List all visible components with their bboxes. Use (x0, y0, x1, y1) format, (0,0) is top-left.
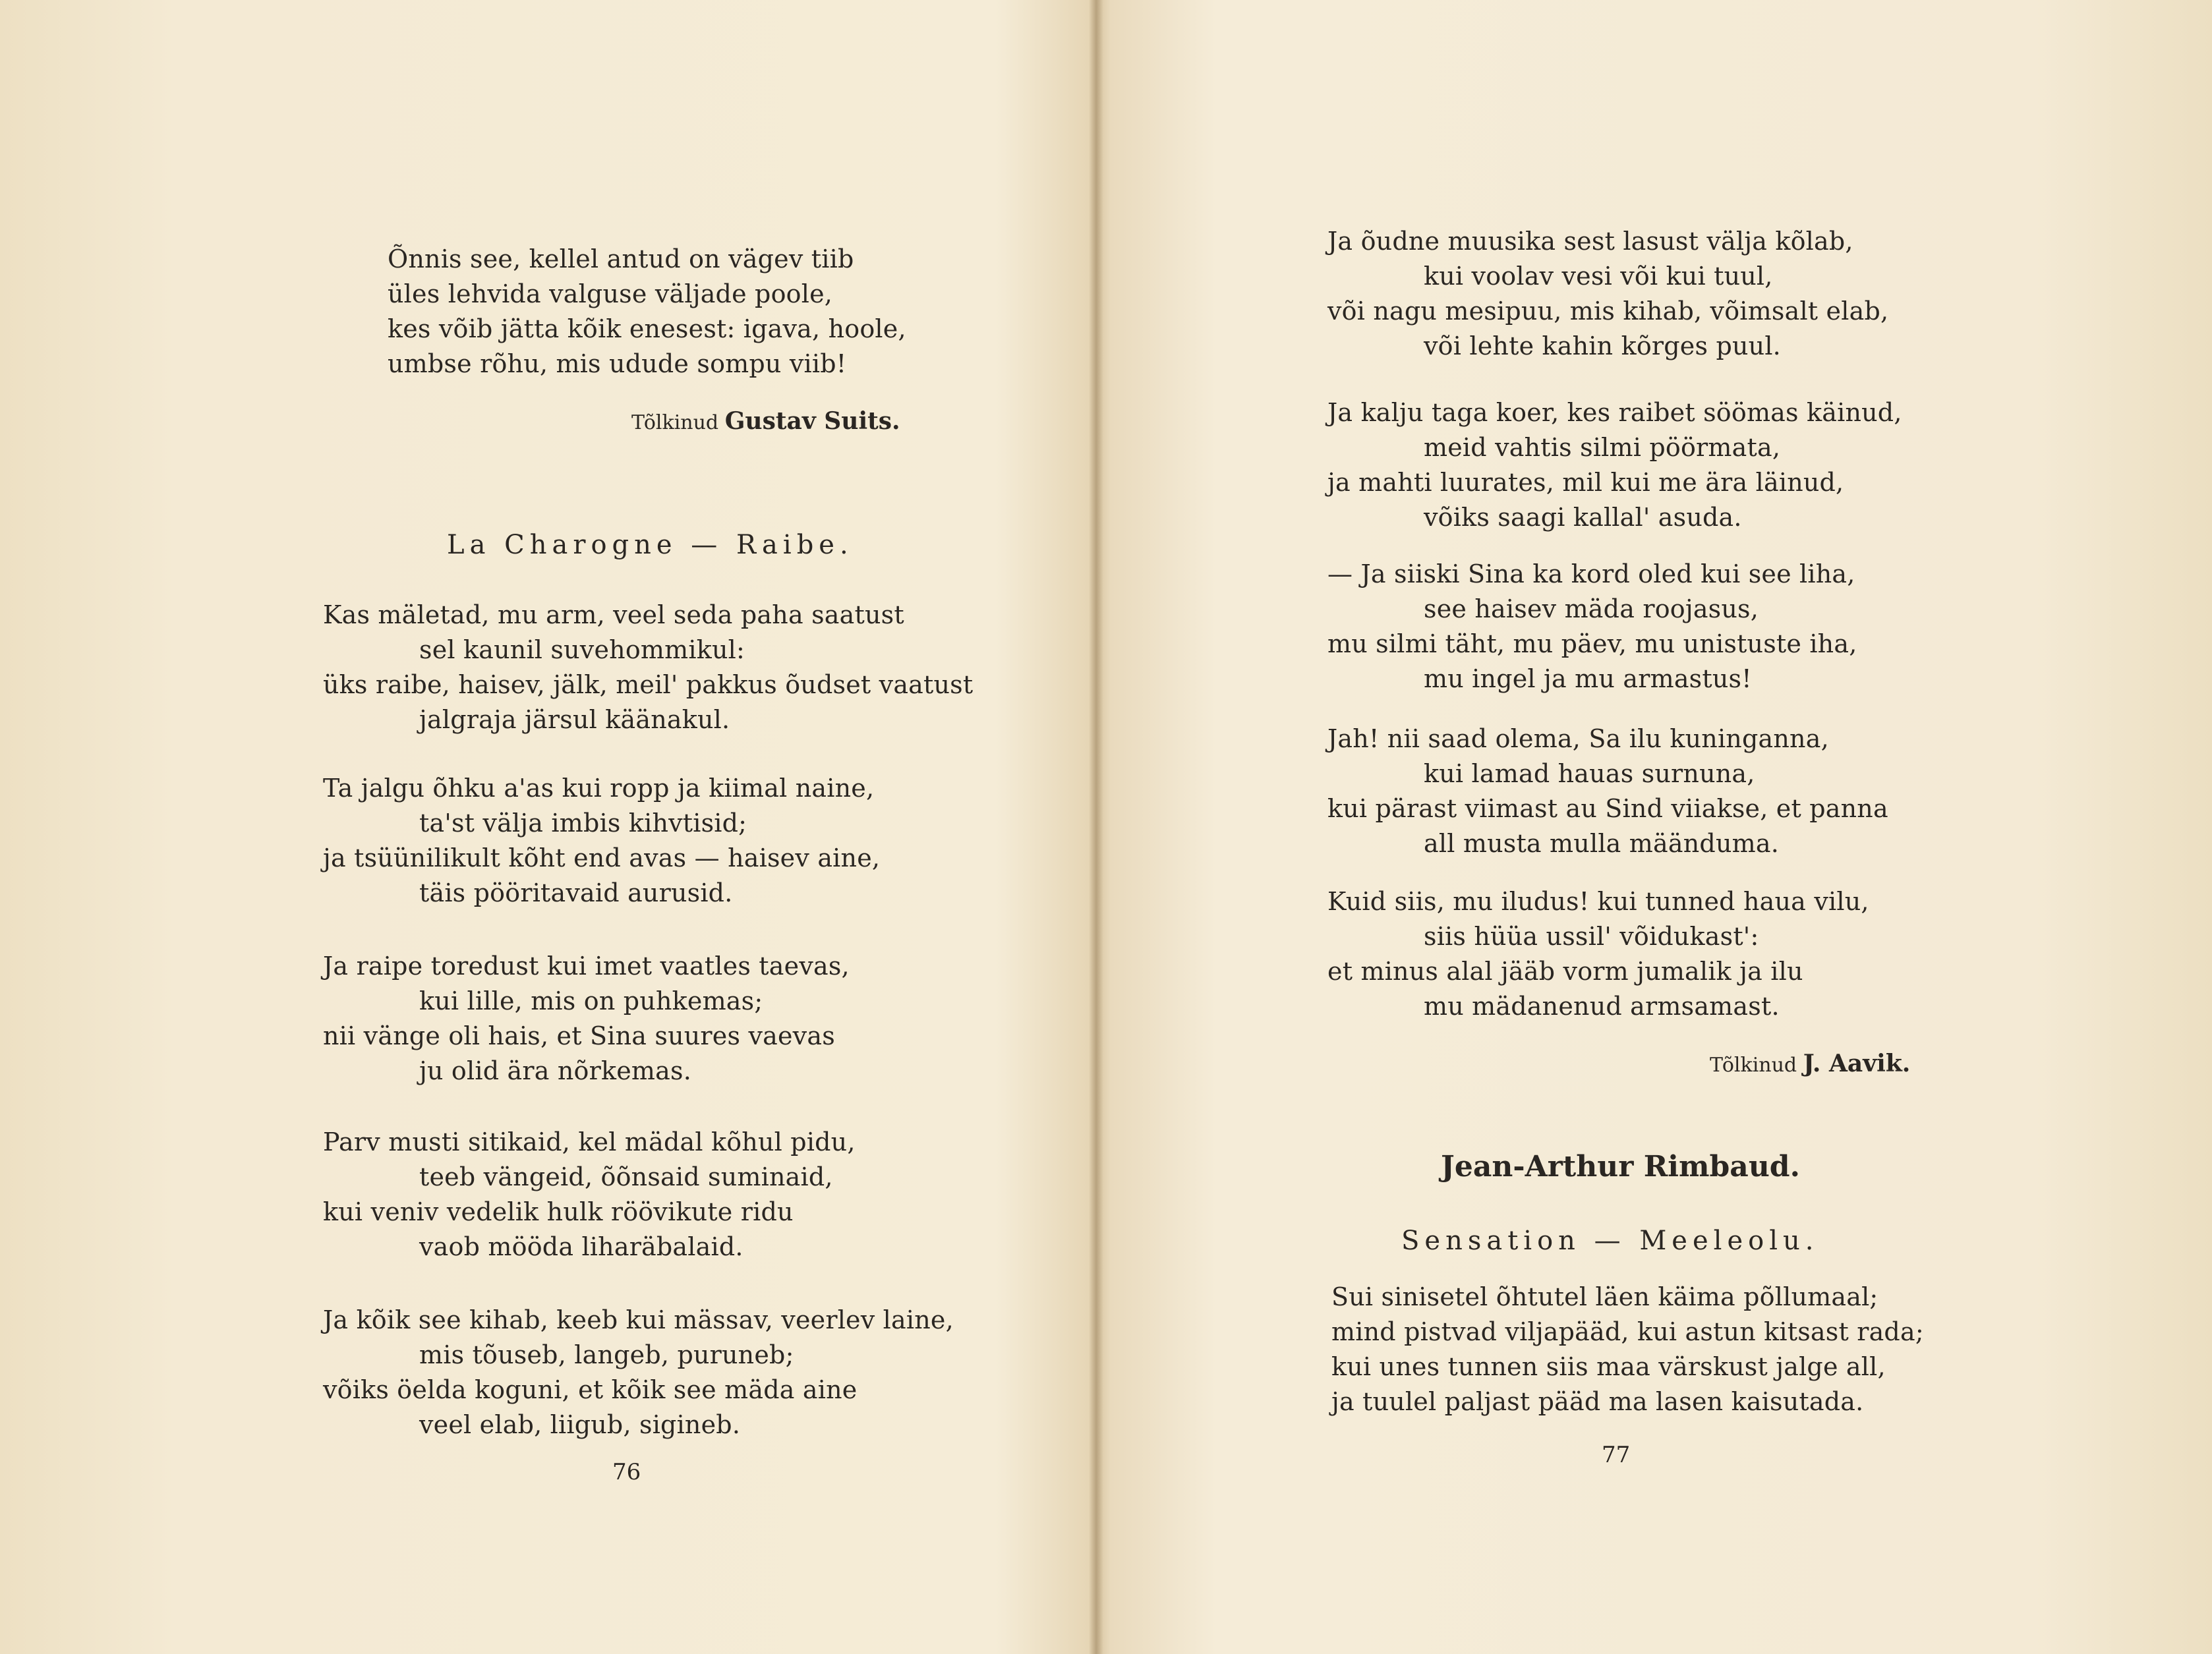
stanza (323, 771, 880, 911)
verse-line: Ja kalju taga koer, kes raibet söömas käinud, (1327, 398, 1902, 427)
page-number: 77 (1602, 1442, 1631, 1468)
verse-line: Kas mäletad, mu arm, veel seda paha saatust (323, 600, 904, 629)
verse-line: — Ja siiski Sina ka kord oled kui see liha, (1327, 559, 1855, 588)
verse-line: kui pärast viimast au Sind viiakse, et panna (1327, 794, 1888, 823)
verse-line: ja tsüünilikult kõht end avas — haisev aine, (323, 843, 881, 872)
verse-line: sel kaunil suvehommikul: (419, 635, 745, 664)
opening-stanza (388, 242, 906, 382)
verse-line: Ja kõik see kihab, keeb kui mässav, veerlev laine, (323, 1305, 954, 1334)
verse-line: jalgraja järsul käänakul. (419, 705, 730, 734)
stanza (323, 1303, 954, 1442)
translator-name: Gustav Suits. (724, 407, 900, 435)
verse-line: mis tõuseb, langeb, puruneb; (419, 1340, 794, 1369)
verse-line: vaob mööda liharäbalaid. (419, 1232, 743, 1261)
verse-line: Sui sinisetel õhtutel läen käima põllumaal; (1331, 1282, 1878, 1311)
verse-line: ju olid ära nõrkemas. (419, 1056, 691, 1085)
verse-line: täis pööritavaid aurusid. (419, 878, 733, 907)
verse-line: või nagu mesipuu, mis kihab, võimsalt elab, (1327, 297, 1889, 326)
credit-prefix: Tõlkinud (1710, 1054, 1797, 1077)
verse-line: mu silmi täht, mu päev, mu unistuste iha, (1327, 629, 1857, 658)
verse-line: Parv musti sitikaid, kel mädal kõhul pidu, (323, 1127, 856, 1156)
stanza (1327, 224, 1888, 364)
translator-credit (1710, 1050, 1910, 1077)
verse-line: mind pistvad viljapääd, kui astun kitsast rada; (1331, 1317, 1924, 1346)
verse-line: Ja õudne muusika sest lasust välja kõlab, (1327, 227, 1853, 256)
stanza (1327, 557, 1857, 697)
author-heading: Jean-Arthur Rimbaud. (1441, 1150, 1800, 1183)
stanza (323, 1125, 856, 1265)
verse-line: kui veniv vedelik hulk röövikute ridu (323, 1197, 794, 1226)
stanza (323, 949, 850, 1089)
verse-line: üks raibe, haisev, jälk, meil' pakkus õudset vaatust (323, 670, 974, 699)
stanza (323, 598, 973, 737)
verse-line: Kuid siis, mu iludus! kui tunned haua vilu, (1327, 887, 1869, 916)
verse-line: ja tuulel paljast pääd ma lasen kaisutada. (1331, 1387, 1864, 1416)
verse-line: kes võib jätta kõik enesest: igava, hoole, (388, 314, 906, 343)
verse-line: all musta mulla määnduma. (1424, 829, 1779, 858)
verse-line: see haisev mäda roojasus, (1424, 594, 1759, 623)
stanza (1331, 1280, 1924, 1419)
verse-line: umbse rõhu, mis udude sompu viib! (388, 349, 847, 378)
verse-line: Jah! nii saad olema, Sa ilu kuninganna, (1327, 724, 1829, 753)
stanza (1327, 395, 1902, 535)
verse-line: Õnnis see, kellel antud on vägev tiib (388, 244, 854, 273)
verse-line: kui voolav vesi või kui tuul, (1424, 262, 1773, 291)
verse-line: võiks saagi kallal' asuda. (1424, 503, 1742, 532)
verse-line: või lehte kahin kõrges puul. (1424, 331, 1781, 360)
poem-title: Sensation — Meeleolu. (1401, 1226, 1819, 1256)
verse-line: veel elab, liigub, sigineb. (419, 1410, 741, 1439)
verse-line: nii vänge oli hais, et Sina suures vaevas (323, 1021, 835, 1050)
verse-line: siis hüüa ussil' võidukast': (1424, 922, 1759, 951)
verse-line: ta'st välja imbis kihvtisid; (419, 809, 747, 838)
right-page (1103, 0, 2212, 1654)
stanza (1327, 884, 1869, 1024)
verse-line: kui lamad hauas surnuna, (1424, 759, 1755, 788)
translator-name: J. Aavik. (1803, 1050, 1911, 1077)
translator-credit (631, 407, 900, 435)
verse-line: kui lille, mis on puhkemas; (419, 986, 763, 1015)
verse-line: ja mahti luurates, mil kui me ära läinud, (1327, 468, 1844, 497)
verse-line: meid vahtis silmi pöörmata, (1424, 433, 1781, 462)
page-number: 76 (612, 1459, 641, 1485)
verse-line: mu mädanenud armsamast. (1424, 992, 1780, 1021)
verse-line: teeb vängeid, õõnsaid suminaid, (419, 1162, 833, 1191)
left-page (0, 0, 1094, 1654)
verse-line: üles lehvida valguse väljade poole, (388, 279, 833, 308)
verse-line: võiks öelda koguni, et kõik see mäda aine (323, 1375, 858, 1404)
verse-line: Ta jalgu õhku a'as kui ropp ja kiimal naine, (323, 774, 875, 803)
verse-line: Ja raipe toredust kui imet vaatles taevas, (323, 952, 850, 981)
verse-line: kui unes tunnen siis maa värskust jalge all, (1331, 1352, 1886, 1381)
poem-title: La Charogne — Raibe. (447, 530, 854, 560)
credit-prefix: Tõlkinud (631, 411, 719, 434)
stanza (1327, 722, 1888, 861)
verse-line: et minus alal jääb vorm jumalik ja ilu (1327, 957, 1803, 986)
verse-line: mu ingel ja mu armastus! (1424, 664, 1752, 693)
